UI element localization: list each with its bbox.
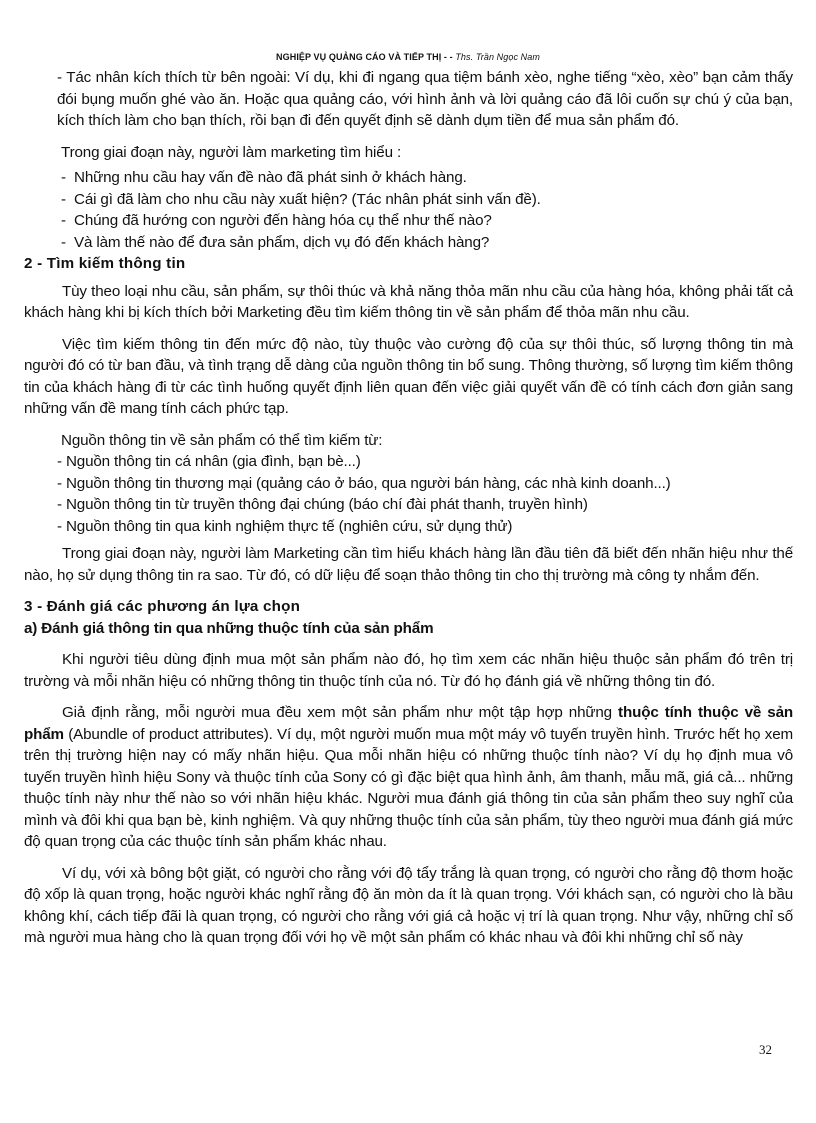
- list-item: - Cái gì đã làm cho nhu cầu này xuất hiện? (Tác nhân phát sinh vấn đề).: [57, 189, 793, 211]
- list-item: - Nguồn thông tin qua kinh nghiệm thực tế (nghiên cứu, sử dụng thử): [57, 517, 513, 535]
- running-header: [0, 52, 816, 62]
- page-number: 32: [759, 1042, 772, 1057]
- section-3-paragraph-3: Ví dụ, với xà bông bột giặt, có người cho rằng với độ tẩy trắng là quan trọng, có người cho rằng độ thơm hoặc độ xốp là quan trọng, hoặc người khác nghĩ rằng độ ăn mòn da ít là quan trọng. Với khách sạn, có người cho là bầu không khí, cách tiếp đãi là quan trọng, có người cho rằng với giá cả hoặc vị trí là quan trọng. Như vậy, những chỉ số mà người mua hàng cho là quan trọng đối với họ về một sản phẩm có khác nhau và đôi khi những chỉ số này: [24, 864, 793, 946]
- list-item: - Nguồn thông tin thương mại (quảng cáo ở báo, qua người bán hàng, các nhà kinh doanh...): [57, 474, 671, 492]
- external-stimulus-paragraph: - Tác nhân kích thích từ bên ngoài: Ví dụ, khi đi ngang qua tiệm bánh xèo, nghe tiếng “xèo, xèo” bạn cảm thấy đói bụng muốn ghé vào ăn. Hoặc qua quảng cáo, với hình ảnh và lời quảng cáo đã lôi cuốn sự chú ý của bạn, kích thích làm cho bạn thích, rồi bạn đi đến quyết định sẽ dành dụm tiền để mua sản phẩm đó.: [57, 69, 793, 129]
- section-3-paragraph-2: [24, 702, 793, 853]
- section-3-paragraph-1: Khi người tiêu dùng định mua một sản phẩm nào đó, họ tìm xem các nhãn hiệu thuộc sản phẩm đó trên trị trường và mỗi nhãn hiệu có những thông tin thuộc tính của nó. Từ đó họ đánh giá về những thông tin đó.: [24, 651, 793, 690]
- marketing-questions-list: [57, 167, 793, 253]
- emphasized-term: thuộc tính thuộc về sản phẩm: [24, 704, 793, 743]
- list-item: - Và làm thế nào để đưa sản phẩm, dịch vụ đó đến khách hàng?: [57, 232, 793, 254]
- marketing-lead: Trong giai đoạn này, người làm marketing tìm hiểu :: [61, 143, 402, 161]
- list-item: - Chúng đã hướng con người đến hàng hóa cụ thể như thế nào?: [57, 210, 793, 232]
- header-author: Ths. Trần Ngọc Nam: [455, 52, 540, 62]
- paragraph-text: Giả định rằng, mỗi người mua đều xem một sản phẩm như một tập hợp những: [62, 704, 619, 721]
- paragraph-text: (Abundle of product attributes). Ví dụ, một người muốn mua một máy vô tuyến truyền hình. Trước hết họ xem trên thị trường hiện nay có mấy nhãn hiệu. Qua mỗi nhãn hiệu có những thuộc tính nào? Ví dụ họ định mua vô tuyến truyền hình hiệu Sony và thuộc tính của Sony có gì đặc biệt qua hình ảnh, âm thanh, mẫu mã, giá cả... những thuộc tính này như thế nào so với nhãn hiệu khác. Người mua đánh giá thông tin của sản phẩm theo suy nghĩ của mình và đôi khi qua bạn bè, kinh nghiệm. Và quy những thuộc tính của sản phẩm, tùy theo người mua đánh giá mức độ quan trọng của các thuộc tính sản phẩm khác nhau.: [24, 725, 793, 850]
- sources-lead: Nguồn thông tin về sản phẩm có thể tìm kiếm từ:: [61, 431, 383, 449]
- section-2-paragraph-2: Việc tìm kiếm thông tin đến mức độ nào, tùy thuộc vào cường độ của sự thôi thúc, số lượng thông tin mà người đó có từ ban đầu, và tình trạng dễ dàng của nguồn thông tin bổ sung. Thông thường, số lượng tìm kiếm thông tin của khách hàng đi từ các tình huống quyết định liên quan đến việc giải quyết vấn đề có tính cách đơn giản sang những vấn đề mang tính cách phức tạp.: [24, 335, 793, 417]
- list-item: - Nguồn thông tin từ truyền thông đại chúng (báo chí đài phát thanh, truyền hình): [57, 496, 588, 513]
- header-title: NGHIỆP VỤ QUẢNG CÁO VÀ TIẾP THỊ - -: [276, 52, 453, 62]
- section-3a-subheading: a) Đánh giá thông tin qua những thuộc tính của sản phẩm: [24, 619, 434, 637]
- list-item: - Những nhu cầu hay vấn đề nào đã phát sinh ở khách hàng.: [57, 167, 793, 189]
- section-2-paragraph-3: Trong giai đoạn này, người làm Marketing cần tìm hiểu khách hàng lần đầu tiên đã biết đến nhãn hiệu như thế nào, họ sử dụng thông tin ra sao. Từ đó, có dữ liệu để soạn thảo thông tin cho thị trường mà công ty nhắm đến.: [24, 545, 793, 584]
- section-3-heading: 3 - Đánh giá các phương án lựa chọn: [24, 598, 301, 615]
- list-item: - Nguồn thông tin cá nhân (gia đình, bạn bè...): [57, 453, 361, 470]
- section-2-paragraph-1: Tùy theo loại nhu cầu, sản phẩm, sự thôi thúc và khả năng thỏa mãn nhu cầu của hàng hóa, không phải tất cả khách hàng khi bị kích thích bởi Marketing đều tìm kiếm thông tin về sản phẩm để thỏa mãn nhu cầu.: [24, 282, 793, 321]
- section-2-heading: 2 - Tìm kiếm thông tin: [24, 255, 186, 272]
- page-body: [24, 67, 793, 949]
